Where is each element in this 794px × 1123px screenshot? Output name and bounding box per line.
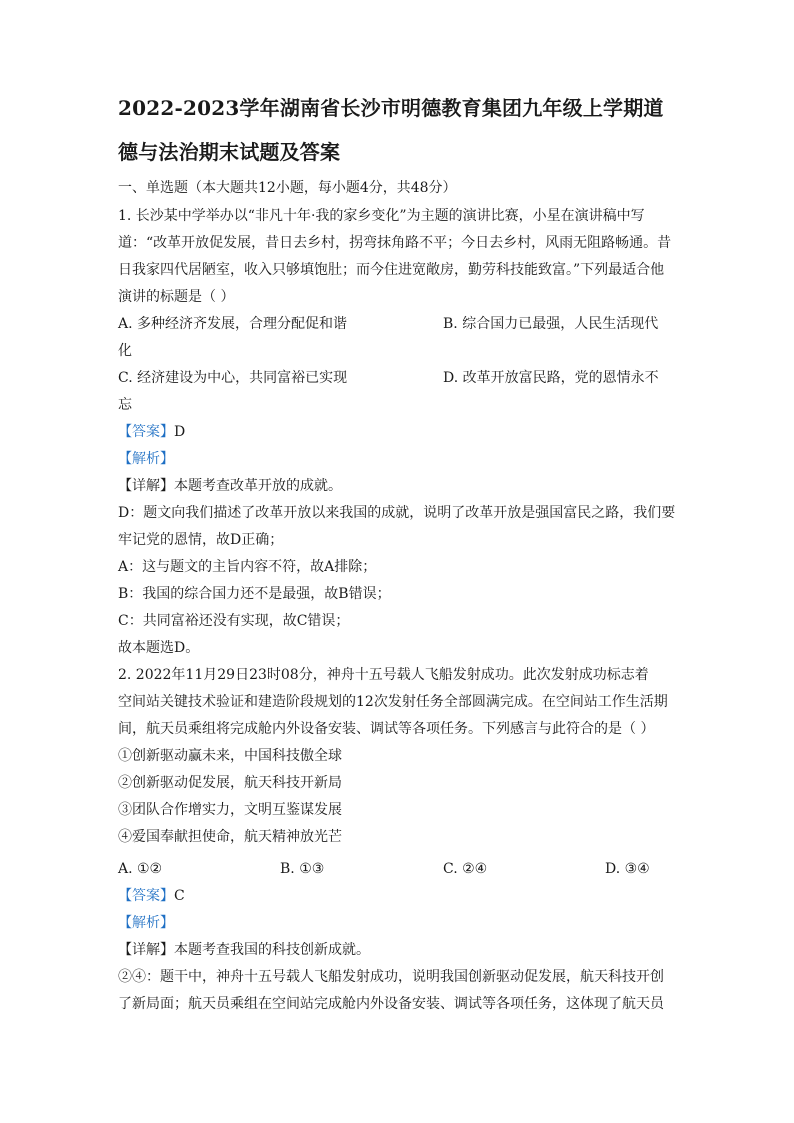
q1-answer bbox=[118, 422, 678, 442]
q1-option-b-wrap: 化 bbox=[118, 343, 132, 359]
q2-explanation-line: 了新局面；航天员乘组在空间站完成舱内外设备安装、调试等各项任务，这体现了航天员 bbox=[118, 996, 664, 1012]
detail-tag: 【详解】 bbox=[118, 942, 174, 958]
answer-tag: 【答案】 bbox=[118, 424, 174, 440]
q2-option-b: B. ①③ bbox=[280, 861, 325, 877]
q1-explanation-line: D：题文向我们描述了改革开放以来我国的成就，说明了改革开放是强国富民之路，我们要 bbox=[118, 505, 676, 521]
q1-option-c: C. 经济建设为中心，共同富裕已实现 bbox=[118, 370, 348, 386]
section-heading: 一、单选题（本大题共12小题，每小题4分，共48分） bbox=[118, 180, 457, 196]
q1-option-d-wrap: 忘 bbox=[118, 397, 132, 413]
answer-value: C bbox=[174, 888, 185, 904]
q1-stem-line: 1. 长沙某中学举办以“非凡十年·我的家乡变化”为主题的演讲比赛，小星在演讲稿中写 bbox=[118, 208, 645, 224]
q2-analysis-tag: 【解析】 bbox=[118, 915, 174, 931]
q1-option-d: D. 改革开放富民路，党的恩情永不 bbox=[443, 370, 659, 386]
answer-value: D bbox=[174, 424, 186, 440]
q1-stem-line: 日我家四代居陋室，收入只够填饱肚；而今住进宽敞房，勤劳科技能致富。”下列最适合他 bbox=[118, 262, 665, 278]
q1-explanation-line: B：我国的综合国力还不是最强，故B错误； bbox=[118, 586, 391, 602]
q2-explanation-line: ②④：题干中，神舟十五号载人飞船发射成功，说明我国创新驱动促发展，航天科技开创 bbox=[118, 969, 664, 985]
detail-tag: 【详解】 bbox=[118, 478, 174, 494]
q2-statement: ②创新驱动促发展，航天科技开新局 bbox=[118, 775, 342, 791]
q2-stem-line: 间，航天员乘组将完成舱内外设备安装、调试等各项任务。下列感言与此符合的是（ ） bbox=[118, 721, 655, 737]
answer-tag: 【答案】 bbox=[118, 888, 174, 904]
q2-option-c: C. ②④ bbox=[443, 861, 488, 877]
q1-detail bbox=[118, 476, 678, 496]
document-title-line-2: 德与法治期末试题及答案 bbox=[118, 140, 341, 164]
q1-explanation-line: A：这与题文的主旨内容不符，故A排除； bbox=[118, 559, 377, 575]
q2-statement: ③团队合作增实力，文明互鉴谋发展 bbox=[118, 802, 342, 818]
q1-option-b: B. 综合国力已最强，人民生活现代 bbox=[443, 316, 659, 332]
q2-statement: ④爱国奉献担使命，航天精神放光芒 bbox=[118, 829, 342, 845]
document-title-line-1: 2022-2023学年湖南省长沙市明德教育集团九年级上学期道 bbox=[118, 96, 664, 120]
q2-statement: ①创新驱动赢未来，中国科技傲全球 bbox=[118, 748, 342, 764]
q1-option-a: A. 多种经济齐发展，合理分配促和谐 bbox=[118, 316, 348, 332]
q2-option-a: A. ①② bbox=[118, 861, 163, 877]
q2-answer bbox=[118, 886, 678, 906]
q2-stem-line: 2. 2022年11月29日23时08分，神舟十五号载人飞船发射成功。此次发射成功标志着 bbox=[118, 667, 649, 683]
q1-analysis-tag: 【解析】 bbox=[118, 451, 174, 467]
q1-explanation-line: 牢记党的恩情，故D正确； bbox=[118, 532, 284, 548]
q1-explanation-line: 故本题选D。 bbox=[118, 640, 200, 656]
q1-stem-line: 演讲的标题是（ ） bbox=[118, 289, 235, 305]
q1-stem-line: 道：“改革开放促发展，昔日去乡村，拐弯抹角路不平；今日去乡村，风雨无阻路畅通。昔 bbox=[118, 235, 672, 251]
detail-text: 本题考查我国的科技创新成就。 bbox=[174, 942, 370, 958]
q2-stem-line: 空间站关键技术验证和建造阶段规划的12次发射任务全部圆满完成。在空间站工作生活期 bbox=[118, 694, 668, 710]
detail-text: 本题考查改革开放的成就。 bbox=[174, 478, 342, 494]
q2-detail bbox=[118, 940, 678, 960]
q1-explanation-line: C：共同富裕还没有实现，故C错误； bbox=[118, 613, 350, 629]
q2-option-d: D. ③④ bbox=[605, 861, 650, 877]
